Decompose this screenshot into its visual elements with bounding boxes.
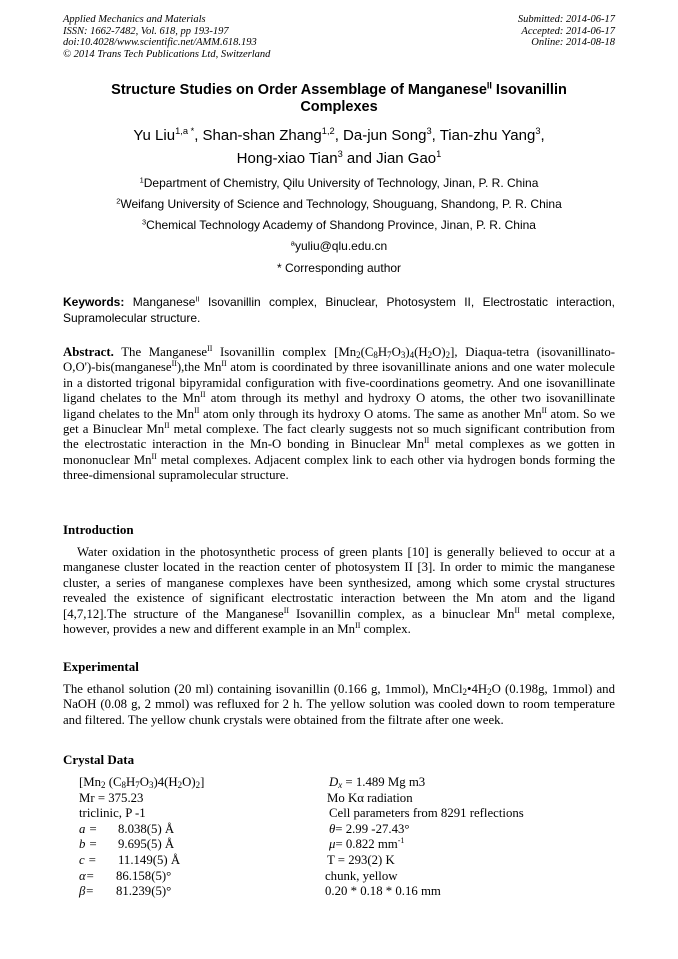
experimental-heading: Experimental (63, 659, 139, 674)
cell-beta: β= 81.239(5)° (79, 884, 172, 899)
formula: [$Mn_2$ $(C_8H_7O_3)4(H_2O)_2$] (79, 775, 205, 790)
affiliation-2: $^2$Weifang University of Science and Technology, Shouguang, Shandong, P. R. China (116, 196, 562, 211)
journal-header (63, 14, 270, 60)
keywords: Keywords: Manganese$^{II}$ Isovanillin complex, Binuclear, Photosystem II, Electrostatic interaction, Supramolecular structure. (63, 294, 616, 325)
author-list: Yu Liu$^{1,a *}$, Shan-shan Zhang$^{1,2}$, Da-jun Song$^3$, Tian-zhu Yang$^3$, Hong-xiao Tian$^3$ and Jian Gao$^1$ (133, 126, 545, 167)
experimental-text: The ethanol solution (20 ml) containing isovanillin (0.166 g, 1mmol), $MnCl_2•4H_2O$ (0.198g, 1mmol) and NaOH (0.08 g, 2 mmol) was refluxed for 2 h. The yellow solution was cooled down to room temperature and filtered. The yellow chunk crystals were obtained from the filtrate after one week. (63, 682, 615, 727)
abstract: Abstract. The Manganese$^{II}$ Isovanillin complex $[Mn_2(C_8H_7O_3)_4(H_2O)_2]$, Diaqua-tetra (isovanillinato-O,O')-bis(manganese$^{II}$),the $Mn^{II}$ atom is coordinated by three isovanillinate anions and one water molecule in a distorted trigonal bipyramidal configuration with five-coordinations geometry. And one isovanillinate ligand chelates to the $Mn^{II}$ atom through its methyl and hydroxy O atoms, the other two isovanillinate ligand chelates to the $Mn^{II}$ atom only through its hydroxy O atoms. The same as another $Mn^{II}$ atom. So we get a Binuclear $Mn^{II}$ metal complexe. The fact clearly suggests not so much significant contribution from the electrostatic interaction in the Mn-O bonding in Binuclear $Mn^{II}$ metal complexes as we gotten in mononuclear $Mn^{II}$ metal complexes. Adjacent complex link to each other via hydrogen bonds forming the three-dimensional supramolecular structure. (63, 344, 616, 483)
crystal-system: triclinic, P -1 (79, 806, 146, 821)
cell-alpha: α= 86.158(5)° (79, 868, 172, 883)
cell-a: a = 8.038(5) Å (79, 821, 175, 836)
accepted-date: Accepted: 2014-06-17 (521, 25, 615, 37)
theta-range: θ= 2.99 -27.43° (329, 821, 410, 836)
absorption-coefficient: μ= 0.822 $mm^{-1}$ (329, 836, 405, 852)
introduction-heading: Introduction (63, 522, 134, 537)
crystal-data-right (325, 775, 524, 900)
cell-parameters: Cell parameters from 8291 reflections (329, 806, 524, 821)
crystal-habit: chunk, yellow (325, 868, 398, 883)
submitted-date: Submitted: 2014-06-17 (517, 14, 615, 25)
affiliation-3: $^3$Chemical Technology Academy of Shandong Province, Jinan, P. R. China (142, 217, 536, 232)
corresponding-author: * Corresponding author (276, 261, 402, 275)
crystal-size: 0.20 * 0.18 * 0.16 mm (325, 884, 441, 899)
dates-header (518, 14, 615, 49)
online-date: Online: 2014-08-18 (531, 37, 615, 48)
paper-title: Structure Studies on Order Assemblage of Manganese$^{II}$ Isovanillin Complexes (111, 80, 567, 115)
journal-name: Applied Mechanics and Materials (63, 14, 206, 25)
doi: doi:10.4028/www.scientific.net/AMM.618.193 (63, 37, 257, 48)
temperature: T = 293(2) K (327, 852, 395, 867)
radiation: Mo Kα radiation (327, 790, 413, 805)
crystal-data-heading: Crystal Data (63, 752, 135, 767)
cell-c: c = 11.149(5) Å (79, 852, 181, 867)
affiliation-1: $^1$Department of Chemistry, Qilu University of Technology, Jinan, P. R. China (139, 175, 539, 190)
molar-mass: Mr = 375.23 (79, 790, 144, 805)
issn: ISSN: 1662-7482, Vol. 618, pp 193-197 (63, 25, 229, 37)
density: $D_x = 1.489$ Mg m3 (329, 775, 426, 790)
introduction-text: Water oxidation in the photosynthetic process of green plants [10] is generally believed to occur at a manganese cluster located in the reaction center of photosystem II [3]. In order to mimic the manganese cluster, a series of manganese complexes have been synthesized, among which some crystal structures revealed the existence of significant electrostatic interaction between the Mn atom and the ligand [4,7,12].The structure of the Manganese$^{II}$ Isovanillin complex, as a binuclear $Mn^{II}$ metal complexe, however, provides a new and different example in an $Mn^{II}$ complex. (63, 545, 615, 637)
email[interactable]: $^a$yuliu@qlu.edu.cn (290, 238, 388, 253)
copyright: © 2014 Trans Tech Publications Ltd, Switzerland (63, 48, 271, 60)
crystal-data-left (79, 775, 204, 900)
cell-b: b = 9.695(5) Å (79, 837, 175, 852)
